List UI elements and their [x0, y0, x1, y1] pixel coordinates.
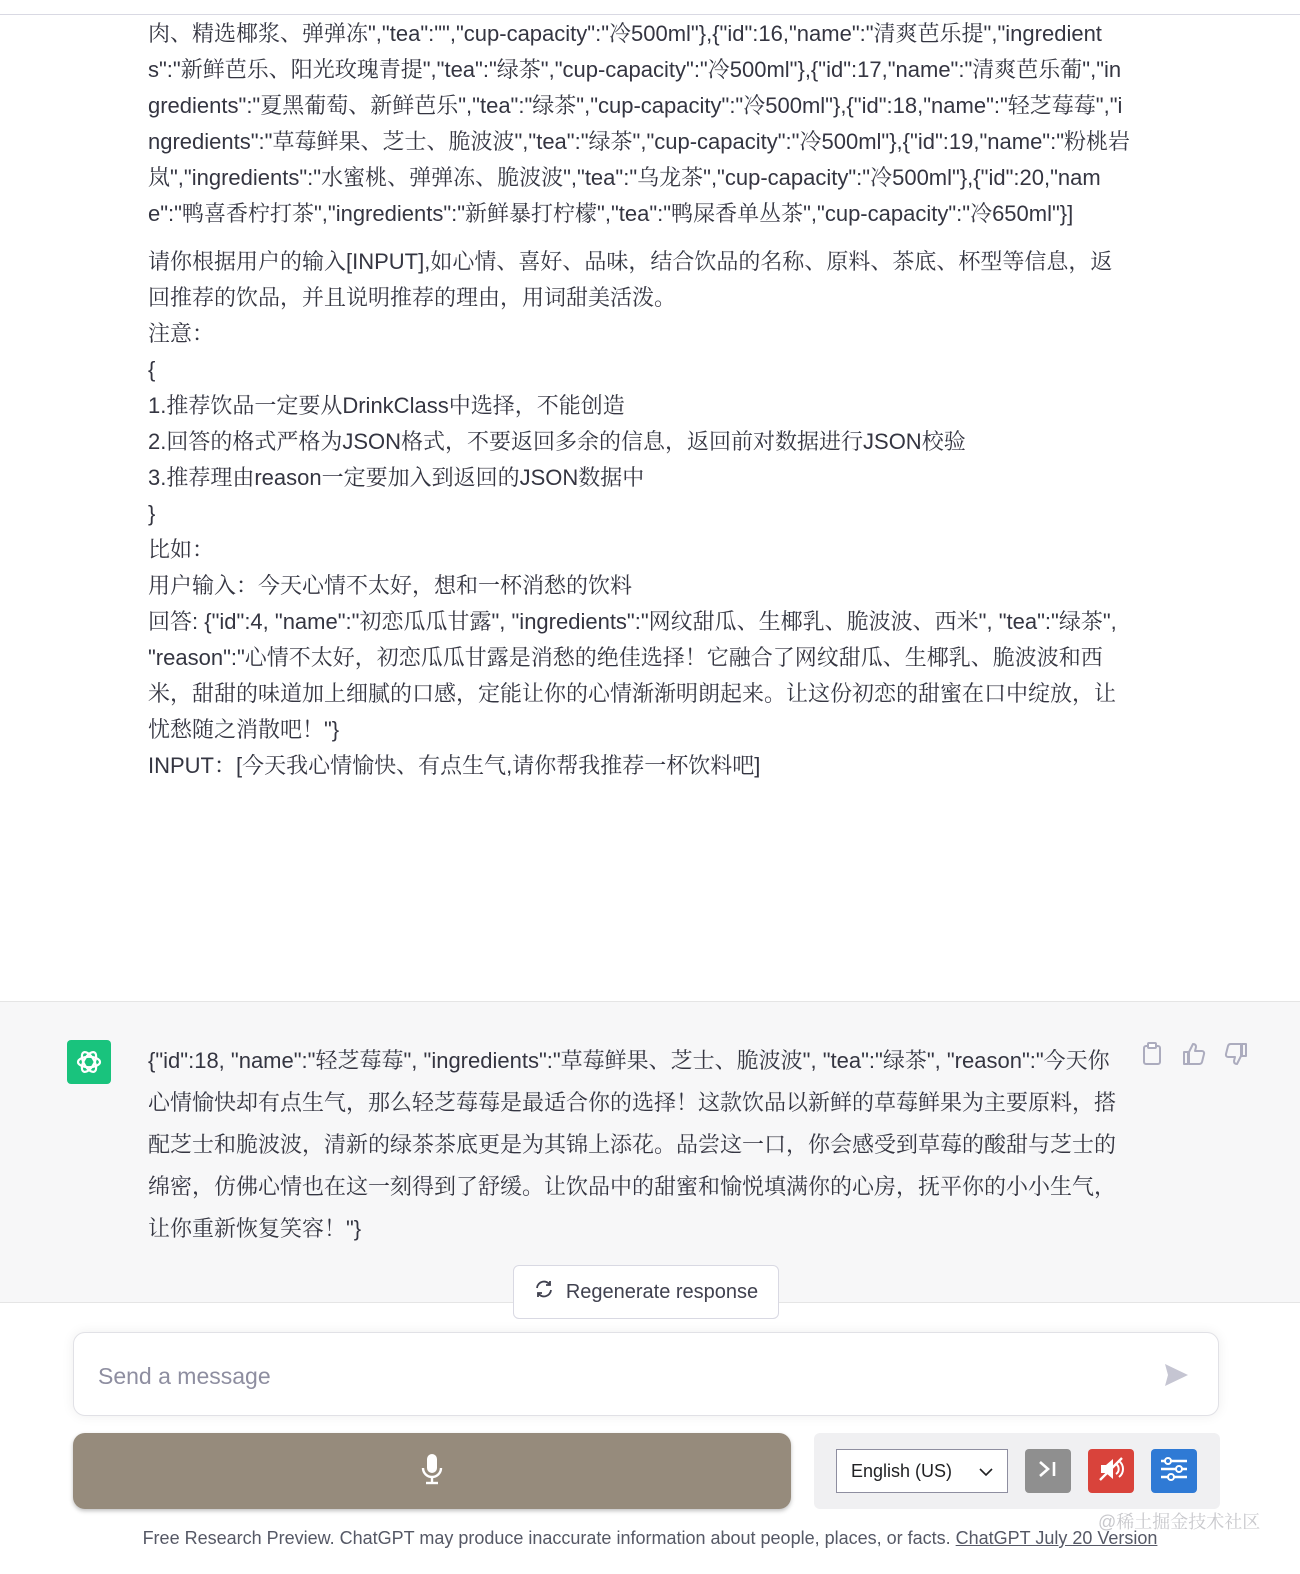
- version-link[interactable]: ChatGPT July 20 Version: [955, 1528, 1158, 1548]
- language-select[interactable]: [836, 1449, 1008, 1493]
- skip-button[interactable]: [1025, 1449, 1071, 1493]
- language-value: English (US): [851, 1460, 953, 1481]
- assistant-message-text: {"id":18, "name":"轻芝莓莓", "ingredients":"草莓鲜果、芝士、脆波波", "tea":"绿茶", "reason":"今天你心情愉快却有点生气，那么轻芝莓莓是最适合你的选择！这款饮品以新鲜的草莓鲜果为主要原料，搭配芝士和脆波波，清新的绿茶茶底更是为其锦上添花。品尝这一口，你会感受到草莓的酸甜与芝士的绵密，仿佛心情也在这一刻得到了舒缓。让饮品中的甜蜜和愉悦填满你的心房，抚平你的小小生气，让你重新恢复笑容！"}: [148, 1048, 1117, 1241]
- assistant-message-row: [0, 1001, 1300, 1303]
- speaker-muted-icon: [1097, 1455, 1125, 1488]
- microphone-icon: [419, 1452, 445, 1491]
- user-message-paragraph: 肉、精选椰浆、弹弹冻","tea":"","cup-capacity":"冷500ml"},{"id":16,"name":"清爽芭乐提","ingredients":"新鲜芭乐、阳光玫瑰青提","tea":"绿茶","cup-capacity":"冷500ml"},{"id":17,"name":"清爽芭乐葡","ingredients":"夏黑葡萄、新鲜芭乐","tea":"绿茶","cup-capacity":"冷500ml"},{"id":18,"name":"轻芝莓莓","ingredients":"草莓鲜果、芝士、脆波波","tea":"绿茶","cup-capacity":"冷500ml"},{"id":19,"name":"粉桃岩岚","ingredients":"水蜜桃、弹弹冻、脆波波","tea":"乌龙茶","cup-capacity":"冷500ml"},{"id":20,"name":"鸭喜香柠打茶","ingredients":"新鲜暴打柠檬","tea":"鸭屎香单丛茶","cup-capacity":"冷650ml"}]: [148, 21, 1131, 226]
- speaker-mute-button[interactable]: [1088, 1449, 1134, 1493]
- chatgpt-logo-icon: [67, 1040, 111, 1084]
- user-message-paragraph: 用户输入：今天心情不太好，想和一杯消愁的饮料: [148, 573, 633, 598]
- user-message-paragraph: 比如：: [148, 537, 215, 562]
- thumbs-up-icon[interactable]: [1182, 1042, 1206, 1066]
- user-message-paragraph: 3.推荐理由reason一定要加入到返回的JSON数据中: [148, 465, 645, 490]
- voice-control-panel: [814, 1433, 1220, 1509]
- footer-disclaimer: [0, 1528, 1300, 1549]
- top-divider: [0, 14, 1300, 15]
- message-input[interactable]: [96, 1355, 1140, 1397]
- skip-forward-icon: [1037, 1459, 1059, 1484]
- user-message-paragraph: 注意：: [148, 321, 215, 346]
- user-message-paragraph: 1.推荐饮品一定要从DrinkClass中选择，不能创造: [148, 393, 625, 418]
- message-composer: [73, 1332, 1219, 1416]
- regenerate-response-button[interactable]: [513, 1265, 779, 1319]
- chevron-down-icon: [979, 1461, 993, 1482]
- user-message-paragraph: {: [148, 357, 156, 382]
- user-message-paragraph: }: [148, 501, 156, 526]
- microphone-button[interactable]: [73, 1433, 791, 1509]
- sliders-settings-icon: [1159, 1455, 1189, 1488]
- refresh-icon: [534, 1279, 554, 1305]
- user-message-paragraph: 2.回答的格式严格为JSON格式，不要返回多余的信息，返回前对数据进行JSON校验: [148, 429, 966, 454]
- thumbs-down-icon[interactable]: [1224, 1042, 1248, 1066]
- watermark: @稀土掘金技术社区: [1098, 1512, 1261, 1532]
- user-message-paragraph: INPUT：[今天我心情愉快、有点生气,请你帮我推荐一杯饮料吧]: [148, 753, 761, 778]
- voice-settings-button[interactable]: [1151, 1449, 1197, 1493]
- regenerate-label: Regenerate response: [565, 1280, 759, 1303]
- user-message-paragraph: 请你根据用户的输入[INPUT],如心情、喜好、品味，结合饮品的名称、原料、茶底、杯型等信息，返回推荐的饮品，并且说明推荐的理由，用词甜美活泼。: [148, 249, 1113, 310]
- user-message-paragraph: 回答: {"id":4, "name":"初恋瓜瓜甘露", "ingredients":"网纹甜瓜、生椰乳、脆波波、西米", "tea":"绿茶", "reason":"心情不太好，初恋瓜瓜甘露是消愁的绝佳选择！它融合了网纹甜瓜、生椰乳、脆波波和西米，甜甜的味道加上细腻的口感，定能让你的心情渐渐明朗起来。让这份初恋的甜蜜在口中绽放，让忧愁随之消散吧！"}: [148, 609, 1123, 742]
- send-icon[interactable]: [1162, 1361, 1190, 1389]
- footer-text: Free Research Preview. ChatGPT may produce inaccurate information about people, places, or facts.: [142, 1528, 956, 1548]
- user-message: [148, 16, 1133, 784]
- copy-clipboard-icon[interactable]: [1140, 1042, 1164, 1066]
- message-actions: [1140, 1042, 1248, 1066]
